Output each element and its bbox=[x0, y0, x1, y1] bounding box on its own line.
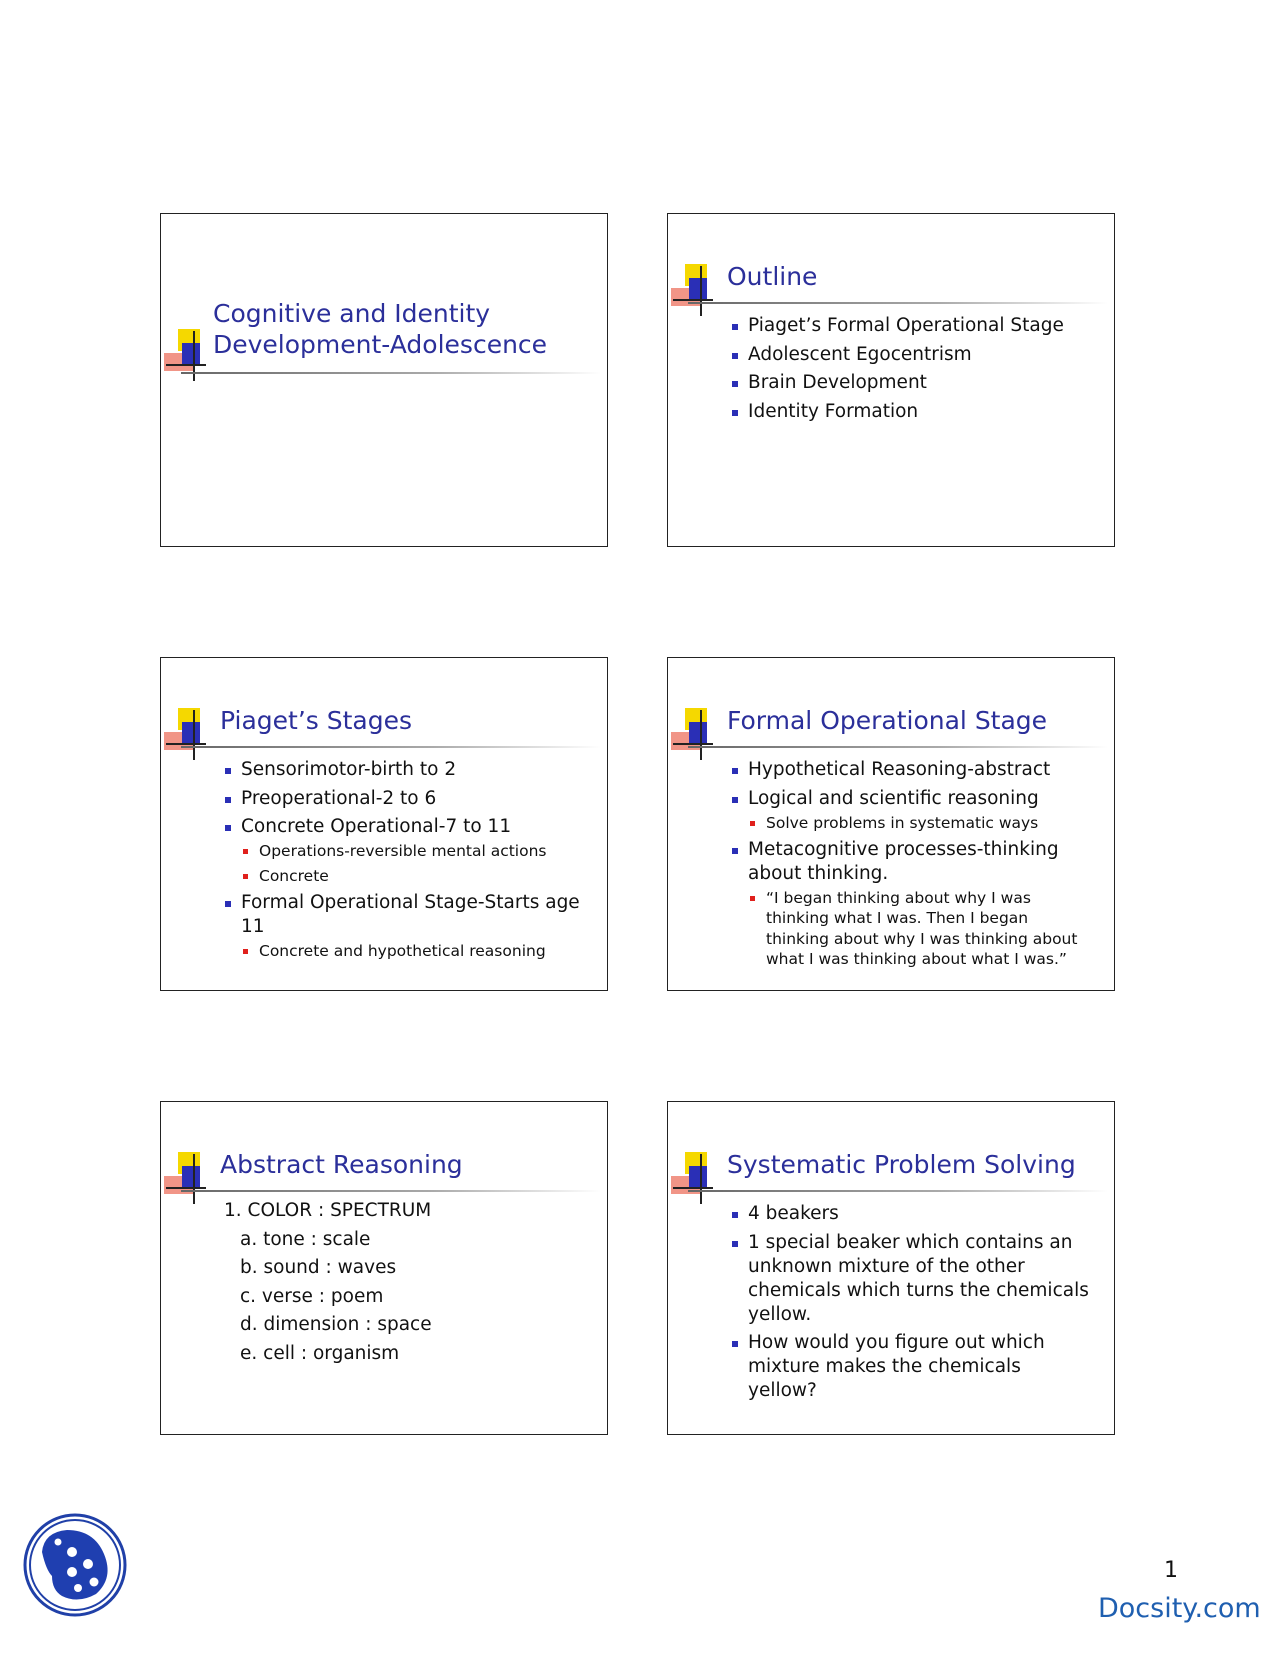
analogy-option: e. cell : organism bbox=[240, 1342, 400, 1364]
slide-logo-icon bbox=[671, 264, 713, 316]
slide-logo-icon bbox=[671, 708, 713, 760]
sub-list-item: Concrete bbox=[241, 866, 598, 887]
bullet-list bbox=[730, 1202, 1095, 1408]
list-item: Adolescent Egocentrism bbox=[730, 343, 1100, 367]
bullet-list bbox=[730, 314, 1100, 428]
page-number: 1 bbox=[1164, 1558, 1178, 1583]
slide-heading: Abstract Reasoning bbox=[220, 1150, 463, 1179]
slide-heading: Outline bbox=[727, 262, 818, 291]
analogy-option: c. verse : poem bbox=[240, 1285, 384, 1307]
slide-systematic-problem-solving bbox=[667, 1101, 1115, 1435]
list-item: 4 beakers bbox=[730, 1202, 1095, 1226]
analogy-option: a. tone : scale bbox=[240, 1228, 371, 1250]
analogy-option: b. sound : waves bbox=[240, 1257, 397, 1278]
title-rule bbox=[181, 1190, 601, 1192]
slide-heading: Systematic Problem Solving bbox=[727, 1150, 1076, 1179]
list-item: Hypothetical Reasoning-abstract bbox=[730, 758, 1092, 782]
list-item bbox=[223, 891, 598, 962]
bullet-list bbox=[730, 758, 1092, 974]
docsity-badge-icon bbox=[22, 1512, 128, 1618]
sub-bullet-list bbox=[748, 813, 1092, 834]
slide-heading: Formal Operational Stage bbox=[727, 706, 1048, 735]
sub-bullet-list bbox=[748, 888, 1092, 970]
list-item: Identity Formation bbox=[730, 400, 1100, 424]
sub-bullet-list bbox=[241, 941, 598, 962]
slide-logo-icon bbox=[164, 1152, 206, 1204]
slide-title bbox=[160, 213, 608, 547]
bullet-list bbox=[223, 758, 598, 966]
slide-logo-icon bbox=[671, 1152, 713, 1204]
title-rule bbox=[688, 746, 1108, 748]
list-item bbox=[223, 815, 598, 886]
slide-formal-operational bbox=[667, 657, 1115, 991]
list-item bbox=[730, 787, 1092, 834]
list-item: How would you figure out which mixture makes the chemicals yellow? bbox=[730, 1331, 1095, 1403]
title-rule bbox=[181, 746, 601, 748]
slide-title-heading bbox=[213, 298, 547, 361]
docsity-link[interactable]: Docsity.com bbox=[1098, 1593, 1261, 1624]
analogy-prompt: 1. COLOR : SPECTRUM bbox=[224, 1200, 432, 1221]
title-line-1: Cognitive and Identity bbox=[213, 299, 491, 328]
analogy-option: d. dimension : space bbox=[240, 1314, 432, 1335]
analogy-list bbox=[224, 1197, 584, 1368]
list-item-text: Logical and scientific reasoning bbox=[748, 787, 1039, 809]
sub-list-item: Concrete and hypothetical reasoning bbox=[241, 941, 598, 962]
sub-list-item: Solve problems in systematic ways bbox=[748, 813, 1092, 834]
list-item: Preoperational-2 to 6 bbox=[223, 787, 598, 811]
sub-list-item: “I began thinking about why I was thinking what I was. Then I began thinking about why I was thinking about what I was thinking about what I was.” bbox=[748, 888, 1092, 970]
list-item-text: Concrete Operational-7 to 11 bbox=[241, 816, 512, 837]
slide-outline bbox=[667, 213, 1115, 547]
title-line-2: Development-Adolescence bbox=[213, 330, 548, 360]
title-rule bbox=[688, 1190, 1108, 1192]
list-item-text: Metacognitive processes-thinking about thinking. bbox=[748, 838, 1059, 884]
title-rule bbox=[688, 302, 1108, 304]
list-item-text: Formal Operational Stage-Starts age 11 bbox=[241, 891, 580, 937]
list-item: Sensorimotor-birth to 2 bbox=[223, 758, 598, 782]
title-rule bbox=[181, 372, 601, 374]
list-item: 1 special beaker which contains an unknown mixture of the other chemicals which turns the chemicals yellow. bbox=[730, 1231, 1095, 1327]
slide-heading: Piaget’s Stages bbox=[220, 706, 413, 735]
list-item: Brain Development bbox=[730, 371, 1100, 395]
sub-list-item: Operations-reversible mental actions bbox=[241, 841, 598, 862]
slide-abstract-reasoning bbox=[160, 1101, 608, 1435]
slide-piaget-stages bbox=[160, 657, 608, 991]
list-item: Piaget’s Formal Operational Stage bbox=[730, 314, 1100, 338]
slide-logo-icon bbox=[164, 708, 206, 760]
sub-bullet-list bbox=[241, 841, 598, 886]
list-item bbox=[730, 838, 1092, 970]
